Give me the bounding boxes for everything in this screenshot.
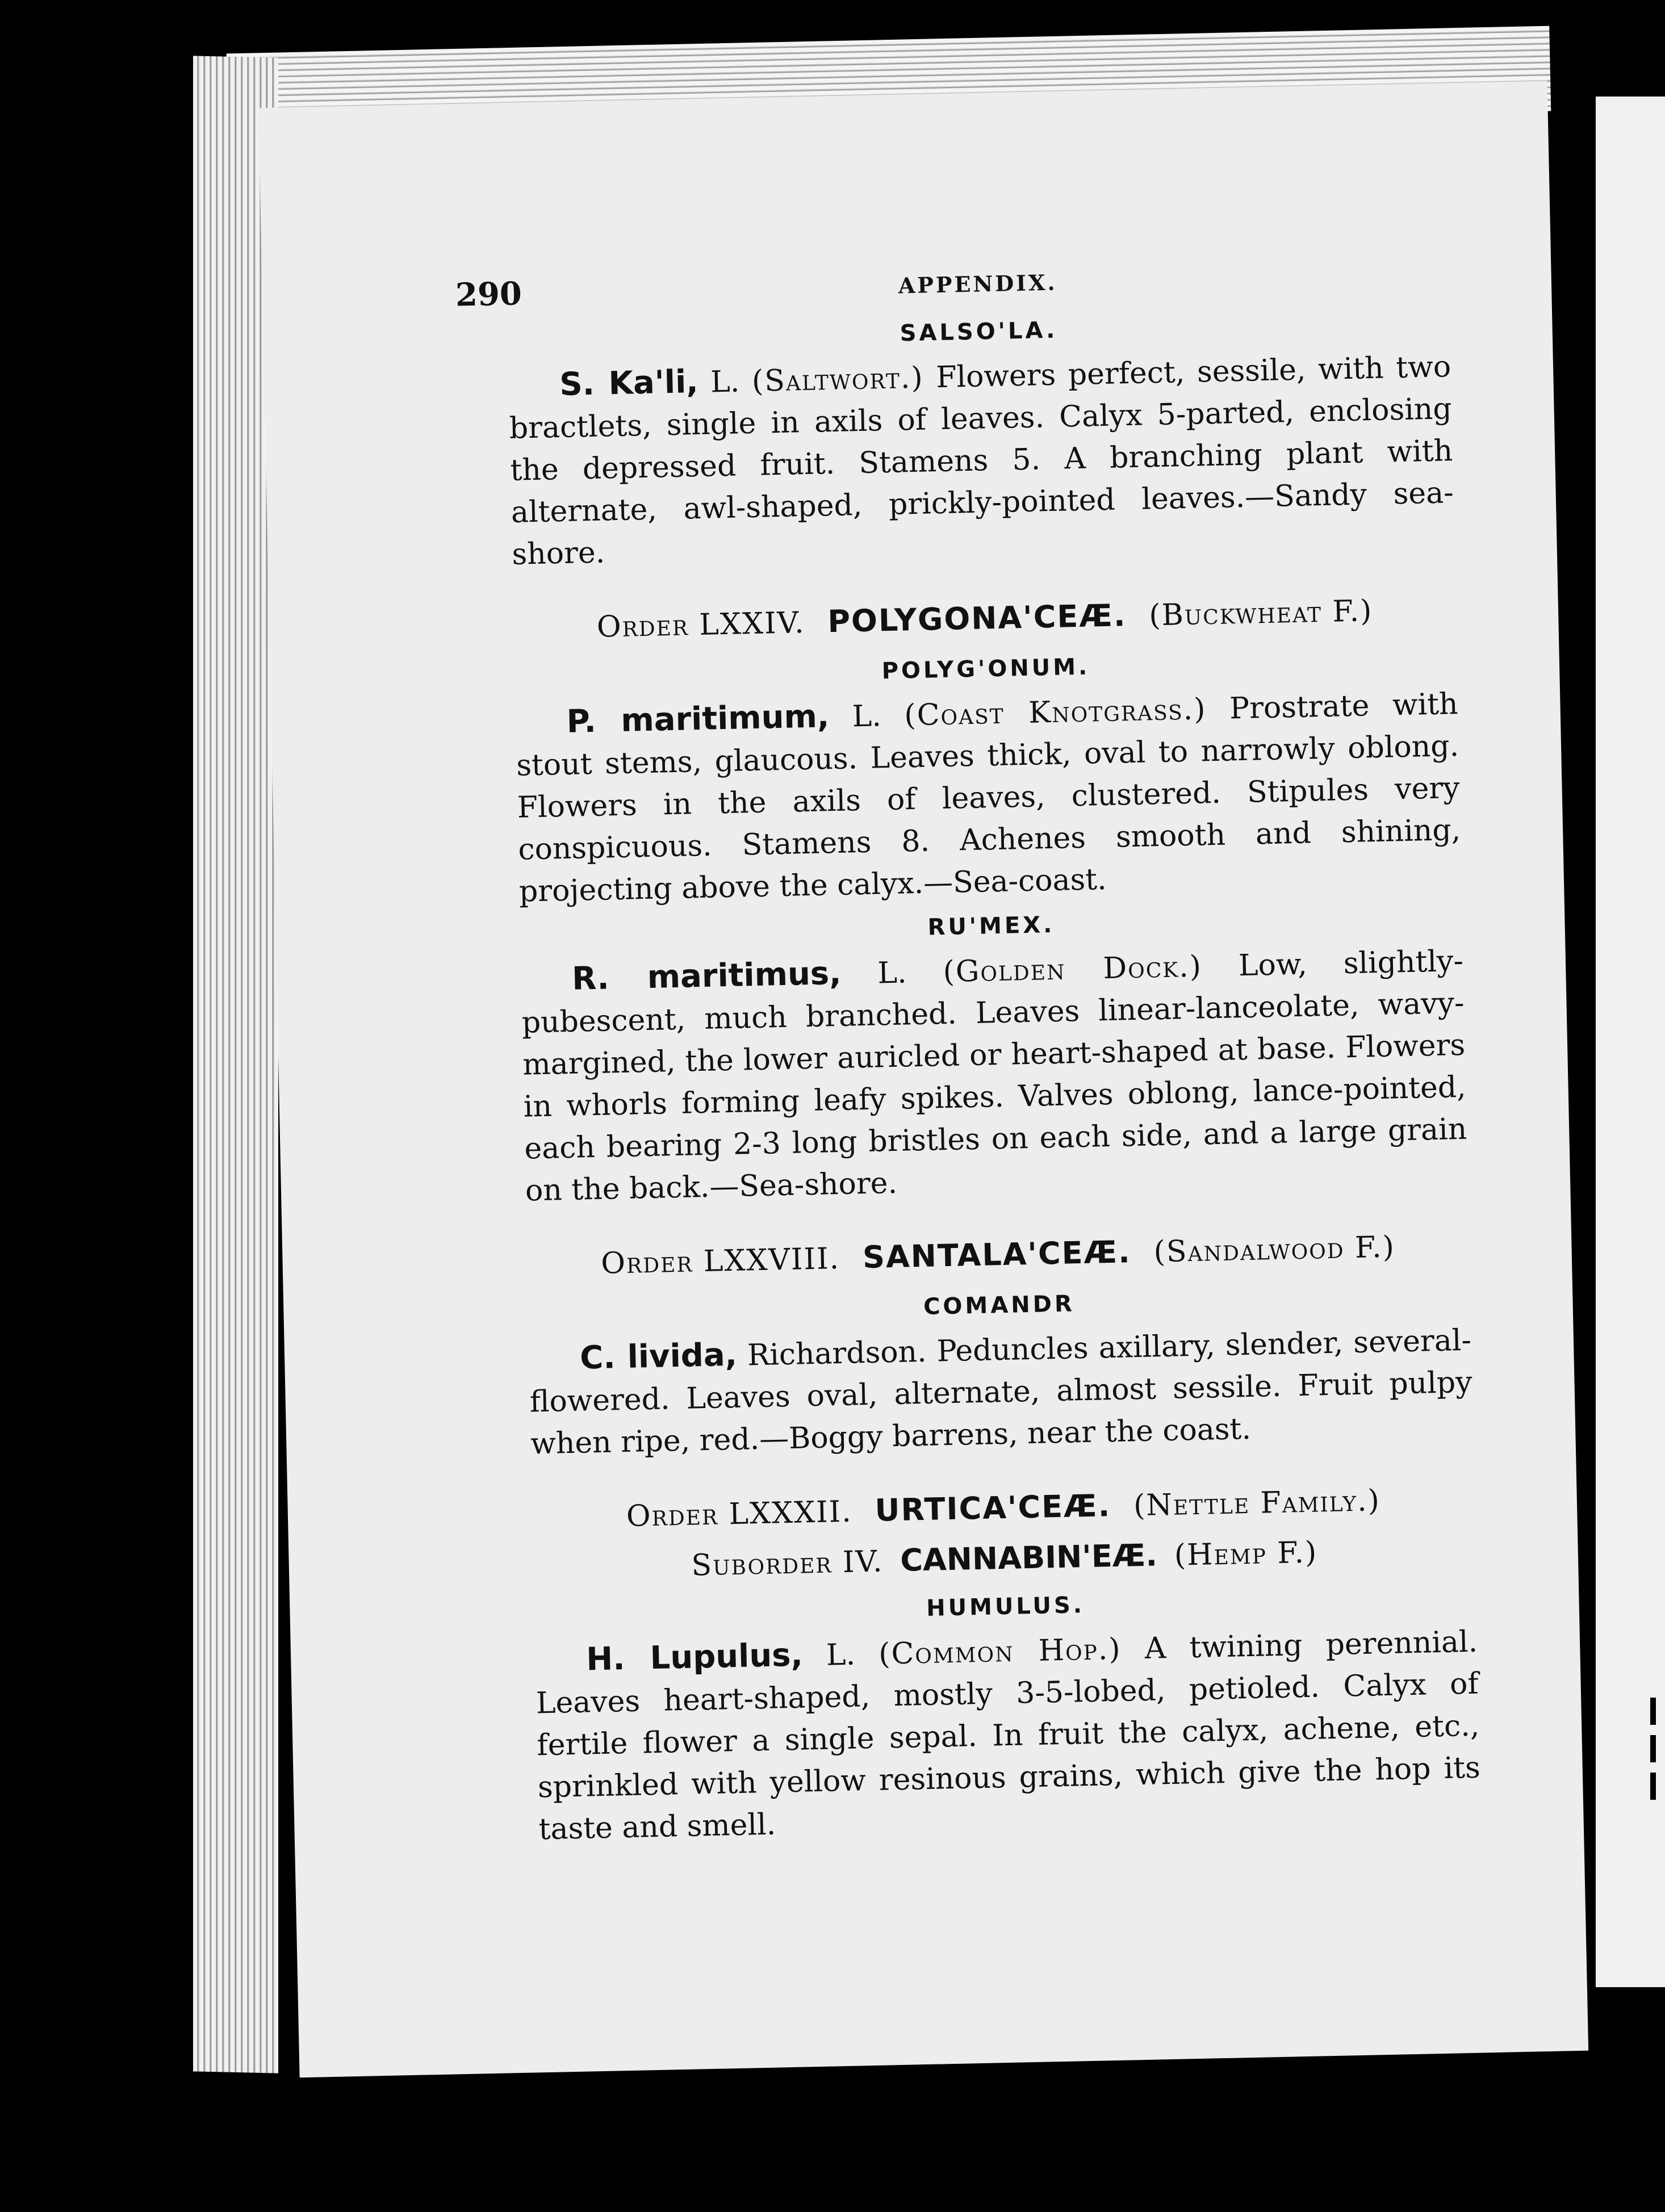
species-name: H. Lupulus, — [585, 1636, 804, 1678]
species-description: A twining perennial. Leaves heart-shaped, mostly 3-5-lobed, petioled. Calyx of fertile flower a single sepal. In fruit the calyx, achene, etc., sprinkled with yellow resinous grains, which give the hop its taste and smell. — [536, 1624, 1481, 1847]
species-name: P. maritimum, — [566, 698, 830, 740]
species-author: L. — [697, 364, 752, 400]
page-number: 290 — [455, 275, 522, 314]
family-name: POLYGONA'CEÆ. — [827, 597, 1127, 640]
order-number: Order LXXVIII. — [600, 1242, 840, 1281]
order-number: Order LXXXII. — [626, 1494, 853, 1534]
suborder-common-name: (Hemp F.) — [1174, 1535, 1318, 1573]
suborder-number: Suborder IV. — [691, 1544, 884, 1583]
suborder-family-name: CANNABIN'EÆ. — [900, 1537, 1158, 1578]
common-name: (Common Hop.) — [878, 1632, 1122, 1671]
species-entry-comandra — [528, 1319, 1473, 1465]
species-author: L. — [829, 698, 905, 735]
species-description: Low, slightly-pubescent, much branched. Leaves linear-lanceolate, wavy-margined, the lower auricled or heart-shaped at base. Flowers in whorls forming leafy spikes. Valves oblong, lance-pointed, each bearing 2-3 long bristles on each side, and a large grain on the back.—Sea-shore. — [521, 944, 1467, 1208]
common-name: (Saltwort.) — [751, 361, 924, 399]
species-description: Prostrate with stout stems, glaucous. Leaves thick, oval to narrowly oblong. Flowers in the axils of leaves, clustered. Stipules very conspicuous. Stamens 8. Achenes smooth and shining, projecting above the calyx.—Sea-coast. — [516, 686, 1461, 909]
family-name: URTICA'CEÆ. — [875, 1488, 1111, 1528]
species-description: Flowers perfect, sessile, with two bractlets, single in axils of leaves. Calyx 5-parted, enclosing the depressed fruit. Stamens 5. A branching plant with alternate, awl-shaped, prickly-pointed leaves.—Sandy sea-shore. — [509, 350, 1454, 572]
species-author: L. — [840, 955, 944, 991]
genus-heading-polygonum: POLYG'ONUM. — [881, 653, 1090, 685]
species-description: Peduncles axillary, slender, several-flowered. Leaves oval, alternate, almost sessile. Fruit pulpy when ripe, red.—Boggy barrens, near the coast. — [529, 1323, 1473, 1461]
family-name: SANTALA'CEÆ. — [862, 1234, 1132, 1276]
facing-page-marks — [1650, 1698, 1662, 1810]
genus-heading-humulus: HUMULUS. — [926, 1592, 1085, 1622]
running-title: APPENDIX. — [898, 269, 1058, 299]
genus-heading-salsola: SALSO'LA. — [900, 317, 1058, 347]
family-common-name: (Buckwheat F.) — [1148, 594, 1373, 633]
species-name: C. livida, — [579, 1336, 738, 1377]
page-content — [455, 253, 1482, 1850]
genus-heading-comandra: COMANDR — [923, 1291, 1076, 1320]
species-name: S. Ka'li, — [559, 363, 699, 403]
species-author: L. — [802, 1637, 879, 1673]
family-common-name: (Sandalwood F.) — [1153, 1230, 1396, 1270]
common-name: (Coast Knotgrass.) — [903, 692, 1207, 733]
species-name: R. maritimus, — [571, 954, 842, 998]
order-number: Order LXXIV. — [596, 606, 806, 644]
common-name: (Golden Dock.) — [942, 949, 1203, 990]
book-page — [258, 81, 1588, 2077]
species-entry-rumex — [521, 940, 1469, 1212]
species-author: Richardson. — [737, 1334, 938, 1373]
genus-heading-rumex: RU'MEX. — [927, 911, 1055, 941]
species-entry-salsola — [508, 345, 1455, 576]
species-entry-polygonum — [515, 682, 1462, 913]
species-entry-humulus — [535, 1620, 1482, 1851]
family-common-name: (Nettle Family.) — [1133, 1484, 1381, 1523]
